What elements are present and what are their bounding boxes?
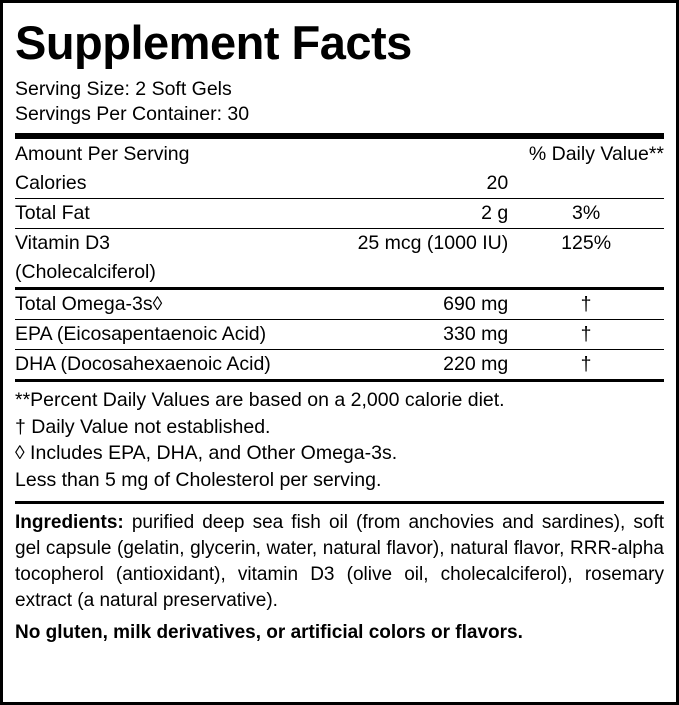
- row-name: Total Fat: [15, 199, 301, 229]
- serving-size-line: Serving Size: 2 Soft Gels: [15, 78, 232, 100]
- footnote-dagger: † Daily Value not established.: [15, 415, 271, 438]
- table-row: [15, 199, 664, 229]
- header-amount-per-serving: Amount Per Serving: [15, 143, 190, 165]
- row-name: Vitamin D3: [15, 232, 111, 254]
- row-daily-value: [508, 169, 664, 199]
- table-row: [15, 169, 664, 199]
- header-amount-spacer: [301, 139, 509, 169]
- row-name-continuation: (Cholecalciferol): [15, 258, 301, 289]
- row-amount: 220 mg: [301, 350, 509, 381]
- row-daily-value: [508, 258, 664, 289]
- table-row: [15, 229, 664, 259]
- row-name: DHA (Docosahexaenoic Acid): [15, 350, 301, 381]
- row-name: Calories: [15, 169, 301, 199]
- row-amount: [301, 258, 509, 289]
- row-daily-value: 125%: [561, 232, 612, 254]
- nutrition-table: [15, 139, 664, 382]
- footnote-percent-dv: **Percent Daily Values are based on a 2,000 calorie diet.: [15, 389, 505, 411]
- footnote-cholesterol: Less than 5 mg of Cholesterol per serving.: [15, 468, 382, 491]
- row-daily-value: †: [508, 289, 664, 320]
- header-daily-value: % Daily Value**: [528, 143, 664, 165]
- table-row-continuation: [15, 258, 664, 289]
- divider-before-ingredients: [15, 501, 664, 504]
- footnote-lozenge: ◊ Includes EPA, DHA, and Other Omega-3s.: [15, 442, 398, 464]
- row-name: Total Omega-3s◊: [15, 289, 301, 320]
- row-amount: 690 mg: [301, 289, 509, 320]
- table-header-row: [15, 139, 664, 169]
- row-daily-value: †: [508, 350, 664, 381]
- ingredients-text: purified deep sea fish oil (from anchovies and sardines), soft gel capsule (gelatin, glycerin, water, natural flavor), natural flavor, RRR-alpha tocopherol (antioxidant), vitamin D3 (olive oil, cholecalciferol), rosemary extract (a natural preservative).: [15, 512, 665, 611]
- row-amount: 25 mcg (1000 IU): [357, 232, 509, 254]
- row-name: EPA (Eicosapentaenoic Acid): [15, 320, 301, 350]
- row-amount: 330 mg: [301, 320, 509, 350]
- allergen-statement: No gluten, milk derivatives, or artificial colors or flavors.: [15, 622, 523, 643]
- ingredients-label: Ingredients:: [15, 512, 124, 533]
- bottom-spacer: [15, 646, 664, 702]
- panel-title: Supplement Facts: [15, 16, 412, 69]
- ingredients-paragraph: [15, 510, 664, 614]
- row-amount: 2 g: [301, 199, 509, 229]
- row-amount: 20: [301, 169, 509, 199]
- servings-per-container-line: Servings Per Container: 30: [15, 103, 250, 125]
- row-daily-value: 3%: [508, 199, 664, 229]
- table-row: [15, 289, 664, 320]
- table-row: [15, 320, 664, 350]
- row-daily-value: †: [508, 320, 664, 350]
- table-row: [15, 350, 664, 381]
